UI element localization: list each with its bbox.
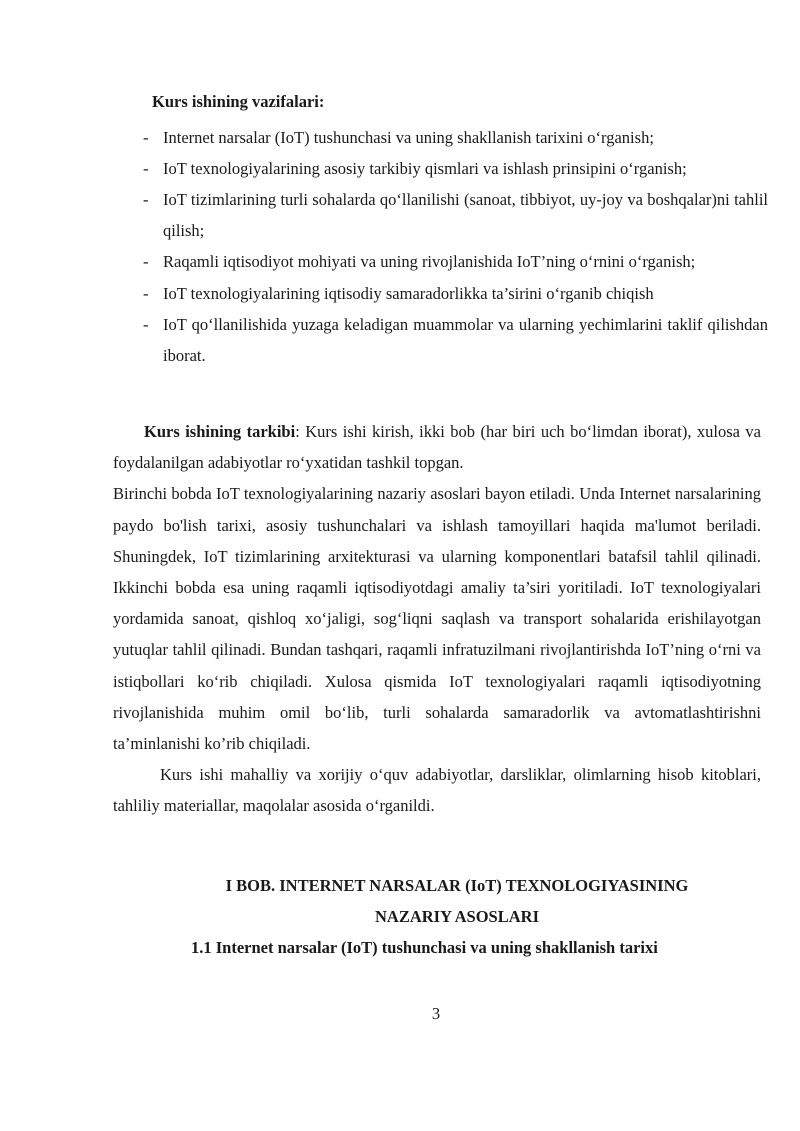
list-item — [143, 122, 768, 153]
chapters-overview-paragraph: Birinchi bobda IoT texnologiyalarining nazariy asoslari bayon etiladi. Unda Internet narsalarining paydo bo'lish tarixi, asosiy tushunchalari va ishlash tamoyillari haqida ma'lumot beriladi. Shuningdek, IoT tizimlarining arxitekturasi va ularning komponentlari batafsil tahlil qilinadi. Ikkinchi bobda esa uning raqamli iqtisodiyotdagi amaliy ta’siri yoritiladi. IoT texnologiyalari yordamida sanoat, qishloq xo‘jaligi, sog‘liqni saqlash va transport sohalarida erishilayotgan yutuqlar tahlil qilinadi. Bundan tashqari, raqamli infratuzilmani rivojlantirishda IoT’ning o‘rni va istiqbollari ko‘rib chiqiladi. Xulosa qismida IoT texnologiyalari raqamli iqtisodiyotning rivojlanishida muhim omil bo‘lib, turli sohalarda samaradorlik va avtomatlashtirishni ta’minlanishi ko’rib chiqiladi. — [113, 484, 761, 754]
list-item-text: IoT texnologiyalarining asosiy tarkibiy qismlari va ishlash prinsipini o‘rganish; — [163, 159, 687, 178]
tasks-heading: Kurs ishining vazifalari: — [152, 92, 325, 111]
sources-paragraph: Kurs ishi mahalliy va xorijiy o‘quv adabiyotlar, darsliklar, olimlarning hisob kitoblari, tahliliy materiallar, maqolalar asosida o‘rganildi. — [113, 765, 761, 816]
list-item — [143, 278, 768, 309]
list-dash: - — [143, 284, 149, 303]
list-item-text: IoT qo‘llanilishida yuzaga keladigan muammolar va ularning yechimlarini taklif qilishdan iborat. — [163, 315, 768, 365]
list-item-text: Raqamli iqtisodiyot mohiyati va uning rivojlanishida IoT’ning o‘rnini o‘rganish; — [163, 252, 696, 271]
section-title: 1.1 Internet narsalar (IoT) tushunchasi va uning shakllanish tarixi — [191, 938, 658, 957]
page-number: 3 — [431, 1004, 441, 1023]
list-dash: - — [143, 190, 149, 209]
tasks-list — [143, 122, 768, 371]
list-item — [143, 184, 768, 246]
chapter-title — [113, 870, 761, 932]
chapter-title-line-2: NAZARIY ASOSLARI — [375, 907, 539, 926]
list-item-text: Internet narsalar (IoT) tushunchasi va uning shakllanish tarixini o‘rganish; — [163, 128, 654, 147]
list-item-text: IoT texnologiyalarining iqtisodiy samaradorlikka ta’sirini o‘rganib chiqish — [163, 284, 654, 303]
list-dash: - — [143, 128, 149, 147]
structure-paragraph — [113, 416, 761, 478]
list-dash: - — [143, 315, 149, 334]
structure-label: Kurs ishining tarkibi — [144, 422, 296, 441]
list-item — [143, 309, 768, 371]
list-item — [143, 250, 768, 274]
list-item — [143, 153, 768, 184]
structure-text: : Kurs ishi kirish, ikki bob (har biri uch bo‘limdan iborat), xulosa va foydalanilgan adabiyotlar ro‘yxatidan tashkil topgan. — [113, 422, 761, 473]
body-text — [113, 416, 761, 822]
list-dash: - — [143, 252, 149, 271]
list-item-text: IoT tizimlarining turli sohalarda qo‘llanilishi (sanoat, tibbiyot, uy-joy va boshqalar)ni tahlil qilish; — [163, 190, 768, 240]
list-dash: - — [143, 159, 149, 178]
chapter-title-line-1: I BOB. INTERNET NARSALAR (IoT) TEXNOLOGIYASINING — [225, 876, 689, 895]
